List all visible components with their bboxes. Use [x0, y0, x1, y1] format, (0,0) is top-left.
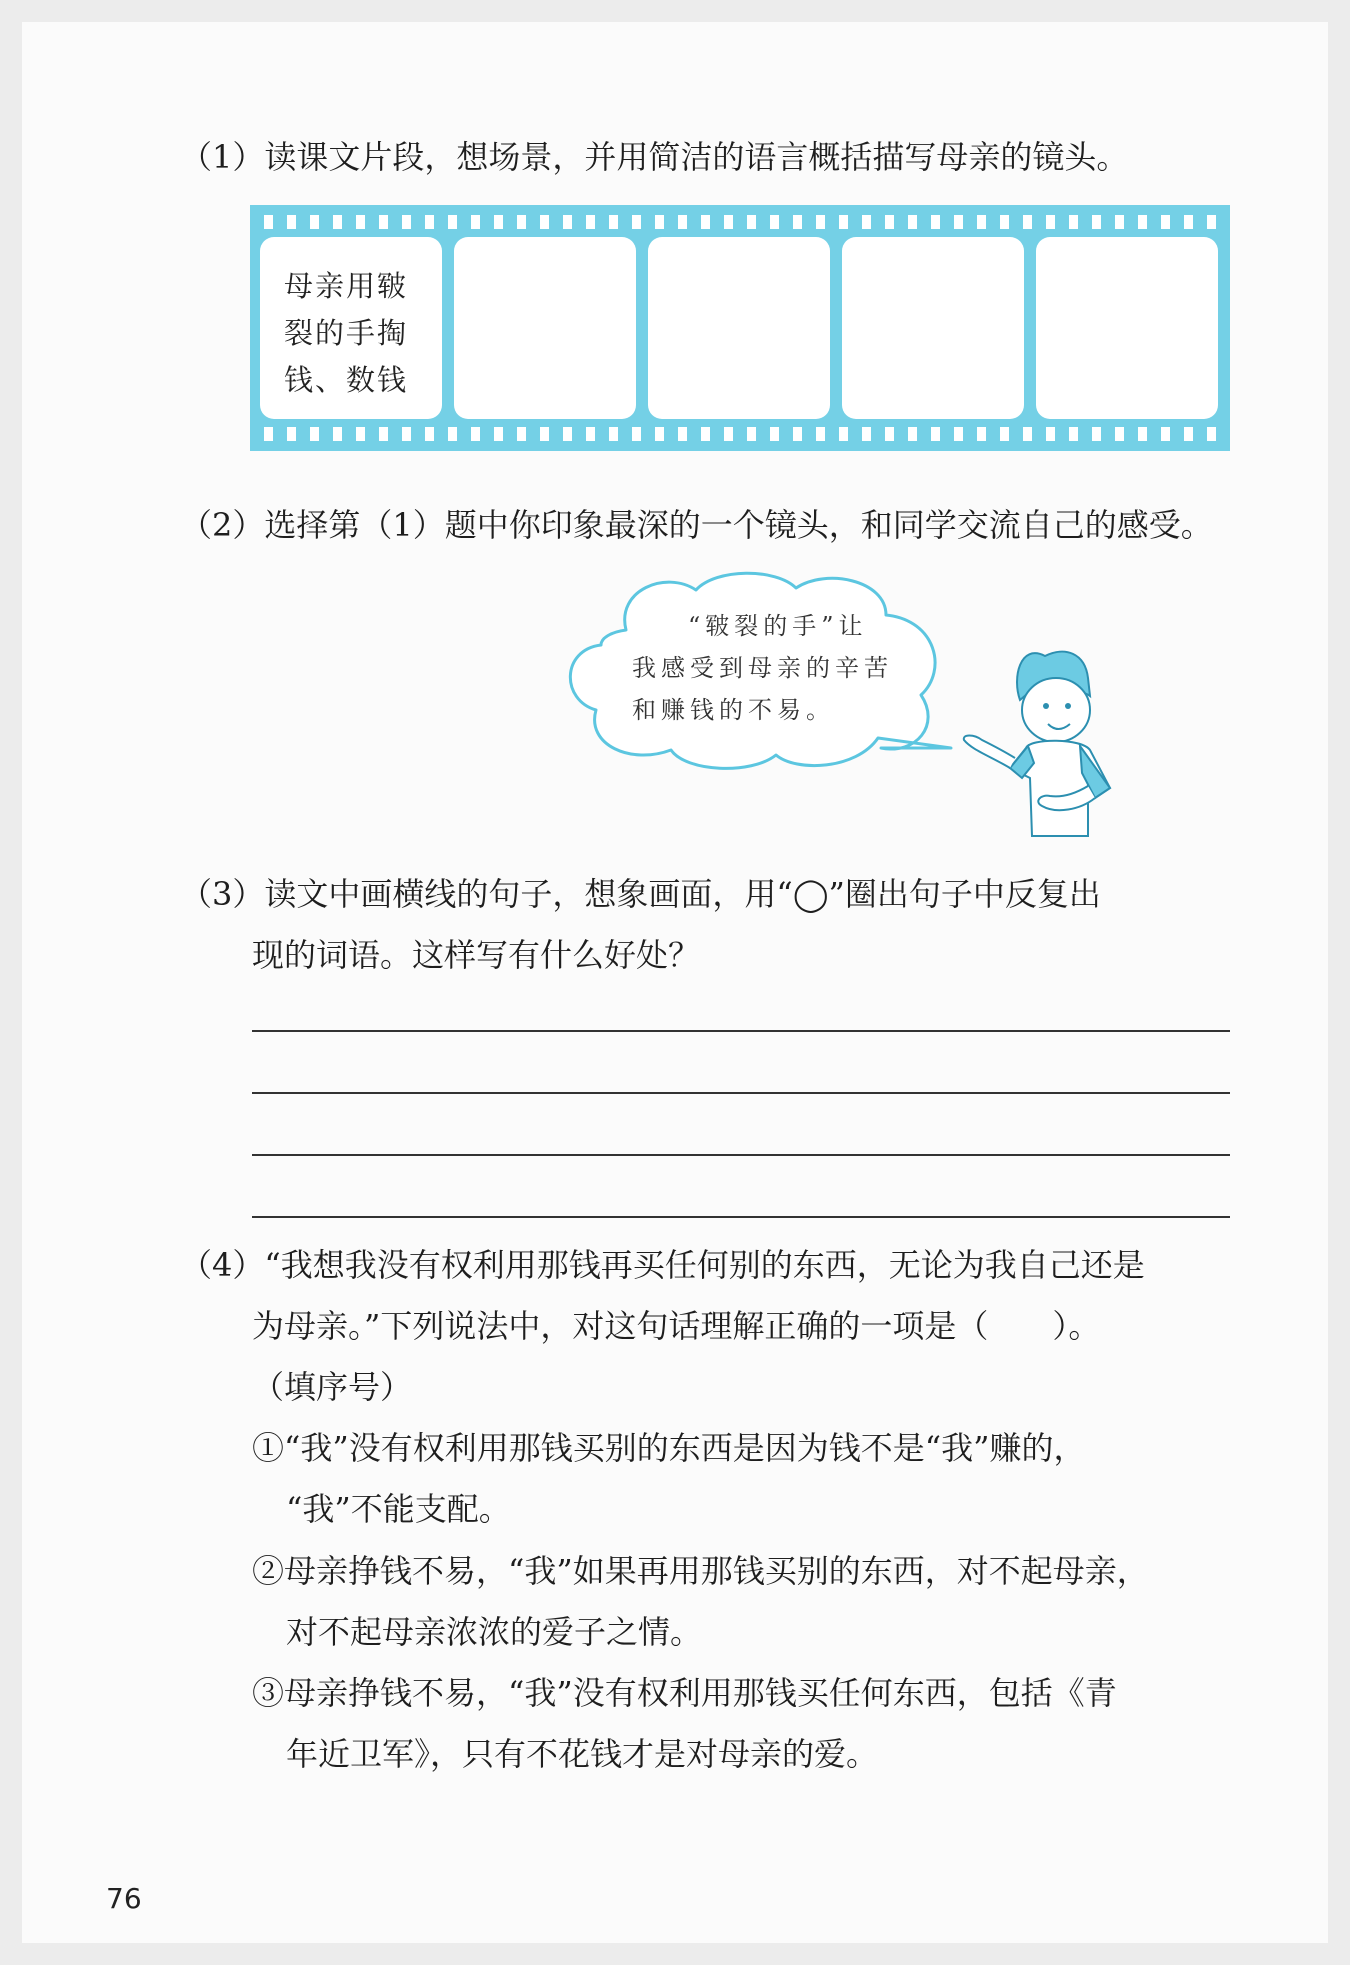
option-3-line-1: ③母亲挣钱不易，“我”没有权利用那钱买任何东西，包括《青: [252, 1674, 1117, 1712]
option-1-line-1: ①“我”没有权利用那钱买别的东西是因为钱不是“我”赚的，: [252, 1429, 1086, 1467]
option-2-line-1: ②母亲挣钱不易，“我”如果再用那钱买别的东西，对不起母亲，: [252, 1552, 1149, 1590]
question-1-text: （1）读课文片段，想场景，并用简洁的语言概括描写母亲的镜头。: [180, 138, 1129, 176]
film-frame-1-text: [284, 263, 408, 404]
option-2-line-2: 对不起母亲浓浓的爱子之情。: [286, 1613, 703, 1651]
question-4-line-3: （填序号）: [252, 1368, 413, 1406]
film-frame-3[interactable]: [648, 237, 830, 419]
answer-line[interactable]: [252, 1154, 1230, 1156]
film-perforations-top: [264, 215, 1220, 229]
option-3-line-2: 年近卫军》，只有不花钱才是对母亲的爱。: [286, 1735, 879, 1773]
film-perforations-bottom: [264, 427, 1220, 441]
question-3-line-2: 现的词语。这样写有什么好处？: [252, 936, 701, 974]
question-4-line-2: 为母亲。”下列说法中，对这句话理解正确的一项是（ ）。: [252, 1307, 1101, 1345]
question-4-line-1: （4）“我想我没有权利用那钱再买任何别的东西，无论为我自己还是: [180, 1246, 1145, 1284]
answer-line[interactable]: [252, 1030, 1230, 1032]
film-frame-2[interactable]: [454, 237, 636, 419]
film-strip: [250, 205, 1230, 451]
answer-line[interactable]: [252, 1092, 1230, 1094]
film-frame-1[interactable]: [260, 237, 442, 419]
question-2-text: （2）选择第（1）题中你印象最深的一个镜头，和同学交流自己的感受。: [180, 506, 1213, 544]
boy-illustration-icon: [960, 638, 1150, 838]
film-frame-4[interactable]: [842, 237, 1024, 419]
option-1-line-2: “我”不能支配。: [286, 1490, 511, 1528]
film-frame-5[interactable]: [1036, 237, 1218, 419]
frame-line: 裂的手掏: [284, 316, 409, 350]
page-number: 76: [106, 1882, 142, 1915]
speech-line-3: 和赚钱的不易。: [632, 696, 835, 724]
question-3-line-1: （3）读文中画横线的句子，想象画面，用“◯”圈出句子中反复出: [180, 875, 1101, 913]
frame-line: 钱、数钱: [284, 363, 409, 397]
speech-line-1: “皲裂的手”让: [688, 612, 868, 640]
speech-bubble: [556, 560, 956, 780]
speech-line-2: 我感受到母亲的辛苦: [632, 654, 893, 682]
frame-line: 母亲用皲: [284, 269, 409, 303]
answer-line[interactable]: [252, 1216, 1230, 1218]
